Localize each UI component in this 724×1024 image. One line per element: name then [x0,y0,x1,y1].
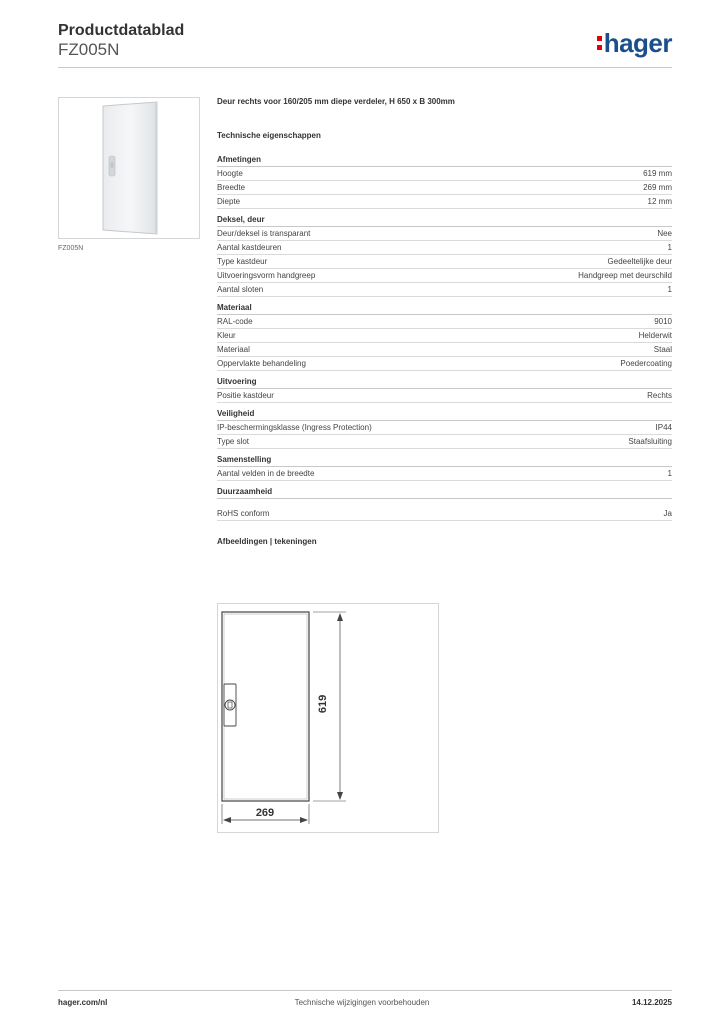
spec-row [217,507,672,521]
spec-label: Oppervlakte behandeling [217,359,306,368]
spec-value: 12 mm [647,197,672,206]
section-title: Afmetingen [217,155,672,167]
spec-value: Handgreep met deurschild [578,271,672,280]
spec-value: 1 [667,469,672,478]
section-title: Materiaal [217,303,672,315]
spec-row [217,421,672,435]
spec-label: Aantal velden in de breedte [217,469,315,478]
tech-heading: Technische eigenschappen [217,131,321,140]
spec-section [217,303,672,371]
hager-logo [597,28,672,59]
spec-label: IP-beschermingsklasse (Ingress Protection) [217,423,372,432]
section-title: Veiligheid [217,409,672,421]
header-divider [58,67,672,68]
spec-label: Deur/deksel is transparant [217,229,311,238]
spec-label: Uitvoeringsvorm handgreep [217,271,316,280]
spec-row [217,343,672,357]
spec-value: IP44 [655,423,672,432]
spec-row [217,283,672,297]
product-specs [217,97,672,546]
section-spacer [217,499,672,507]
page-title: Productdatablad [58,22,185,39]
spec-value: 1 [667,285,672,294]
spec-section [217,409,672,449]
height-label: 619 [317,694,329,714]
spec-label: Positie kastdeur [217,391,274,400]
spec-row [217,389,672,403]
spec-value: Nee [657,229,672,238]
spec-label: Diepte [217,197,241,206]
spec-row [217,195,672,209]
spec-label: Type kastdeur [217,257,268,266]
spec-value: Staafsluiting [628,437,672,446]
spec-value: Staal [653,345,672,354]
spec-value: Gedeeltelijke deur [607,257,672,266]
logo-dots-icon [597,36,602,54]
images-title: Afbeeldingen | tekeningen [217,537,317,546]
spec-label: RAL-code [217,317,253,326]
handle-icon [224,684,236,726]
spec-value: Ja [663,509,672,518]
spec-label: Hoogte [217,169,243,178]
spec-row [217,357,672,371]
spec-row [217,181,672,195]
spec-row [217,167,672,181]
spec-value: 269 mm [643,183,672,192]
spec-row [217,269,672,283]
spec-section [217,455,672,481]
spec-value: Helderwit [638,331,672,340]
spec-sections [217,155,672,521]
product-image [58,97,200,239]
width-label: 269 [255,807,275,819]
spec-row [217,255,672,269]
section-title: Duurzaamheid [217,487,672,499]
footer-date: 14.12.2025 [631,998,672,1007]
image-caption: FZ005N [58,245,84,252]
spec-row [217,467,672,481]
spec-row [217,315,672,329]
spec-label: Materiaal [217,345,250,354]
spec-label: Aantal sloten [217,285,264,294]
product-code: FZ005N [58,40,120,59]
technical-drawing [217,603,439,833]
spec-row [217,227,672,241]
spec-section [217,155,672,209]
spec-value: 1 [667,243,672,252]
spec-row [217,435,672,449]
product-description: Deur rechts voor 160/205 mm diepe verdeler, H 650 x B 300mm [217,97,455,106]
spec-label: Breedte [217,183,246,192]
section-title: Uitvoering [217,377,672,389]
spec-section [217,487,672,521]
logo-text: hager [603,28,672,58]
spec-row [217,241,672,255]
spec-section [217,215,672,297]
section-title: Deksel, deur [217,215,672,227]
spec-label: Kleur [217,331,236,340]
footer-divider [58,990,672,991]
section-title: Samenstelling [217,455,672,467]
spec-value: 619 mm [643,169,672,178]
spec-label: Aantal kastdeuren [217,243,282,252]
spec-value: Poedercoating [620,359,672,368]
spec-label: RoHS conform [217,509,270,518]
spec-label: Type slot [217,437,250,446]
door-drawing [218,604,438,832]
door-photo-icon [59,98,199,238]
spec-value: 9010 [654,317,672,326]
spec-row [217,329,672,343]
footer-disclaimer: Technische wijzigingen voorbehouden [294,998,430,1007]
spec-section [217,377,672,403]
spec-value: Rechts [647,391,672,400]
footer-website-link[interactable]: hager.com/nl [58,998,108,1007]
